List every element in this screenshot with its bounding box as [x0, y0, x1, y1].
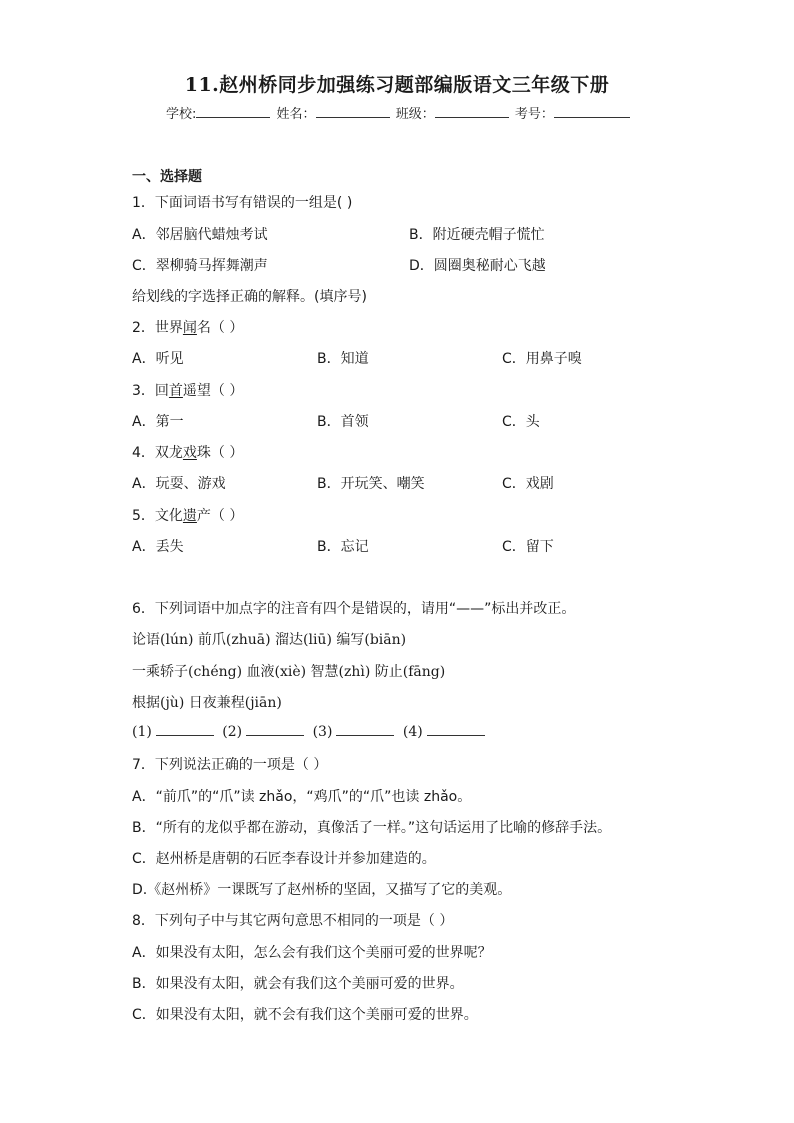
section-heading: 一、选择题 — [132, 169, 202, 185]
question-1-stem: 1．下面词语书写有错误的一组是( ) — [132, 195, 353, 211]
name-label: 姓名： — [276, 107, 316, 122]
underlined-char: 戏 — [182, 445, 197, 461]
underlined-char: 闻 — [182, 320, 197, 336]
q5-option-c[interactable]: C．留下 — [502, 539, 554, 555]
q2-option-c[interactable]: C．用鼻子嗅 — [502, 351, 582, 367]
q7-option-a[interactable]: A．“前爪”的“爪”读 zhǎo，“鸡爪”的“爪”也读 zhǎo。 — [132, 789, 472, 805]
answer-blank-4[interactable] — [427, 723, 485, 736]
question-6-words-row2: 一乘轿子(chéng) 血液(xiè) 智慧(zhì) 防止(fāng) — [132, 664, 446, 680]
q1-option-d[interactable]: D．圆圈奥秘耐心飞越 — [409, 258, 546, 274]
name-blank[interactable] — [316, 103, 390, 118]
q5-option-b[interactable]: B．忘记 — [317, 539, 369, 555]
class-label: 班级： — [395, 107, 435, 122]
school-blank[interactable] — [196, 103, 270, 118]
q8-option-b[interactable]: B．如果没有太阳，就会有我们这个美丽可爱的世界。 — [132, 976, 464, 992]
q4-option-a[interactable]: A．玩耍、游戏 — [132, 476, 226, 492]
exam-number-label: 考号： — [514, 107, 554, 122]
q2-option-a[interactable]: A．听见 — [132, 351, 184, 367]
q4-option-b[interactable]: B．开玩笑、嘲笑 — [317, 476, 425, 492]
question-3-stem: 3．回首遥望（ ） — [132, 383, 244, 399]
question-2-stem: 2．世界闻名（ ） — [132, 320, 244, 336]
q3-option-b[interactable]: B．首领 — [317, 414, 369, 430]
q7-option-b[interactable]: B．“所有的龙似乎都在游动，真像活了一样。”这句话运用了比喻的修辞手法。 — [132, 820, 612, 836]
q7-option-d[interactable]: D.《赵州桥》一课既写了赵州桥的坚固，又描写了它的美观。 — [132, 882, 512, 898]
q1-option-b[interactable]: B．附近硬壳帽子慌忙 — [409, 227, 545, 243]
answer-blank-3[interactable] — [336, 723, 394, 736]
q1-option-a[interactable]: A．邻居脑代蜡烛考试 — [132, 227, 268, 243]
question-6-words-row1: 论语(lún) 前爪(zhuā) 溜达(liū) 编写(biān) — [132, 632, 407, 648]
school-label: 学校: — [166, 107, 197, 122]
q8-option-a[interactable]: A．如果没有太阳，怎么会有我们这个美丽可爱的世界呢？ — [132, 945, 492, 961]
page-title: 11.赵州桥同步加强练习题部编版语文三年级下册 — [184, 74, 610, 96]
student-info-row — [166, 103, 632, 122]
underlined-char: 首 — [168, 383, 183, 399]
question-6-answer-blanks: (1) (2) (3) (4) — [132, 723, 489, 740]
exam-number-blank[interactable] — [554, 103, 630, 118]
q5-option-a[interactable]: A．丢失 — [132, 539, 184, 555]
q2-option-b[interactable]: B．知道 — [317, 351, 369, 367]
question-6-words-row3: 根据(jù) 日夜兼程(jiān) — [132, 695, 282, 711]
instruction-text: 给划线的字选择正确的解释。(填序号) — [132, 289, 367, 305]
question-7-stem: 7．下列说法正确的一项是（ ） — [132, 757, 328, 773]
q7-option-c[interactable]: C．赵州桥是唐朝的石匠李春设计并参加建造的。 — [132, 851, 436, 867]
question-5-stem: 5．文化遗产（ ） — [132, 508, 244, 524]
q3-option-c[interactable]: C．头 — [502, 414, 540, 430]
class-blank[interactable] — [435, 103, 509, 118]
q3-option-a[interactable]: A．第一 — [132, 414, 184, 430]
q1-option-c[interactable]: C．翠柳骑马挥舞潮声 — [132, 258, 268, 274]
question-6-stem: 6．下列词语中加点字的注音有四个是错误的，请用“——”标出并改正。 — [132, 601, 576, 617]
underlined-char: 遗 — [182, 508, 197, 524]
question-4-stem: 4．双龙戏珠（ ） — [132, 445, 244, 461]
q4-option-c[interactable]: C．戏剧 — [502, 476, 554, 492]
q8-option-c[interactable]: C．如果没有太阳，就不会有我们这个美丽可爱的世界。 — [132, 1007, 478, 1023]
answer-blank-2[interactable] — [246, 723, 304, 736]
answer-blank-1[interactable] — [156, 723, 214, 736]
question-8-stem: 8．下列句子中与其它两句意思不相同的一项是（ ） — [132, 913, 454, 929]
